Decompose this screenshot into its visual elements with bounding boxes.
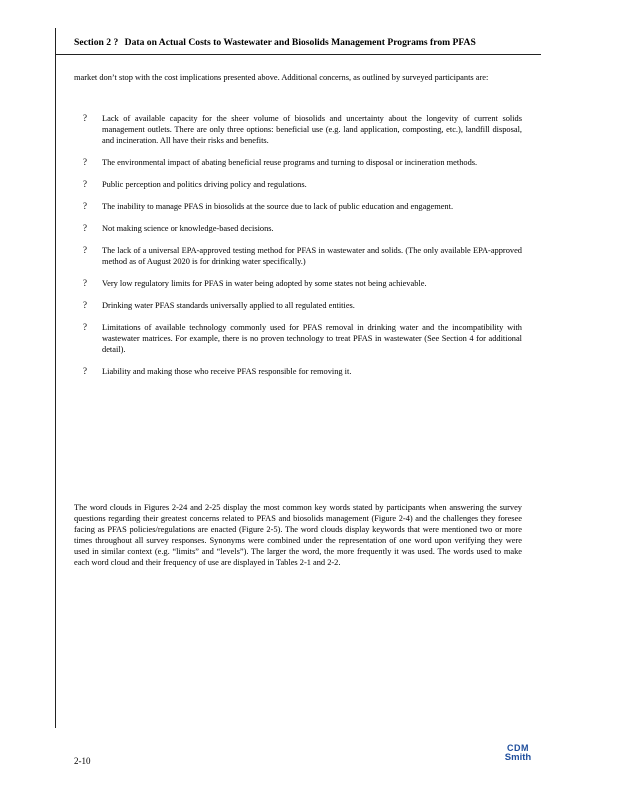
list-item [74,201,522,212]
list-item [74,245,522,267]
bullet-mark: ? [83,366,87,376]
list-item [74,223,522,234]
header-section-label: Section 2 ? [74,37,119,48]
list-item [74,366,522,377]
list-item-text: Public perception and politics driving policy and regulations. [102,180,307,189]
cdm-smith-logo [498,744,538,762]
bullet-mark: ? [83,245,87,255]
bullet-mark: ? [83,113,87,123]
list-item [74,113,522,146]
list-item-text: Very low regulatory limits for PFAS in water being adopted by some states not being achievable. [102,279,427,288]
list-item-text: Lack of available capacity for the sheer volume of biosolids and uncertainty about the longevity of current solids management outlets. There are only three options: beneficial use (e.g. land application, composting, etc.), landfill disposal, and incineration. All have their risks and benefits. [102,114,522,145]
header-title: Data on Actual Costs to Wastewater and Biosolids Management Programs from PFAS [124,37,476,48]
list-item [74,300,522,311]
list-item-text: The lack of a universal EPA-approved testing method for PFAS in wastewater and solids. (The only available EPA-approved method as of August 2020 is for drinking water specifically.) [102,246,522,266]
list-item-text: Drinking water PFAS standards universally applied to all regulated entities. [102,301,355,310]
list-item-text: The inability to manage PFAS in biosolids at the source due to lack of public education and engagement. [102,202,454,211]
list-item-text: Liability and making those who receive PFAS responsible for removing it. [102,367,352,376]
bullet-mark: ? [83,223,87,233]
left-margin-rule [55,28,56,728]
logo-line-2: Smith [504,752,532,763]
bullet-mark: ? [83,300,87,310]
header-rule [55,54,541,55]
list-item [74,157,522,168]
list-item [74,179,522,190]
bullet-mark: ? [83,278,87,288]
page-number: 2-10 [74,756,91,766]
list-item [74,278,522,289]
bullet-mark: ? [83,201,87,211]
bullet-mark: ? [83,157,87,167]
intro-paragraph: market don’t stop with the cost implications presented above. Additional concerns, as outlined by surveyed participants are: [74,73,489,82]
list-item-text: Limitations of available technology commonly used for PFAS removal in drinking water and the incompatibility with wastewater matrices. For example, there is no proven technology to treat PFAS in wastewater (See Section 4 for additional detail). [102,323,522,354]
bullet-mark: ? [83,322,87,332]
list-item-text: The environmental impact of abating beneficial reuse programs and turning to disposal or incineration methods. [102,158,478,167]
page-header [74,37,476,48]
concerns-list [74,113,522,388]
list-item-text: Not making science or knowledge-based decisions. [102,224,274,233]
list-item [74,322,522,355]
logo-line-1: CDM [507,743,529,753]
word-cloud-paragraph: The word clouds in Figures 2-24 and 2-25 display the most common key words stated by participants when answering the survey questions regarding their greatest concerns related to PFAS and biosolids management (Figure 2-4) and the challenges they foresee facing as PFAS policies/regulations are enacted (Figure 2-5). The word clouds display keywords that were mentioned two or more times throughout all survey responses. Synonyms were combined under the representation of one word upon verifying they were used in similar context (e.g. “limits” and “levels”). The larger the word, the more frequently it was used. The words used to make each word cloud and their frequency of use are displayed in Tables 2-1 and 2-2. [74,503,522,567]
bullet-mark: ? [83,179,87,189]
